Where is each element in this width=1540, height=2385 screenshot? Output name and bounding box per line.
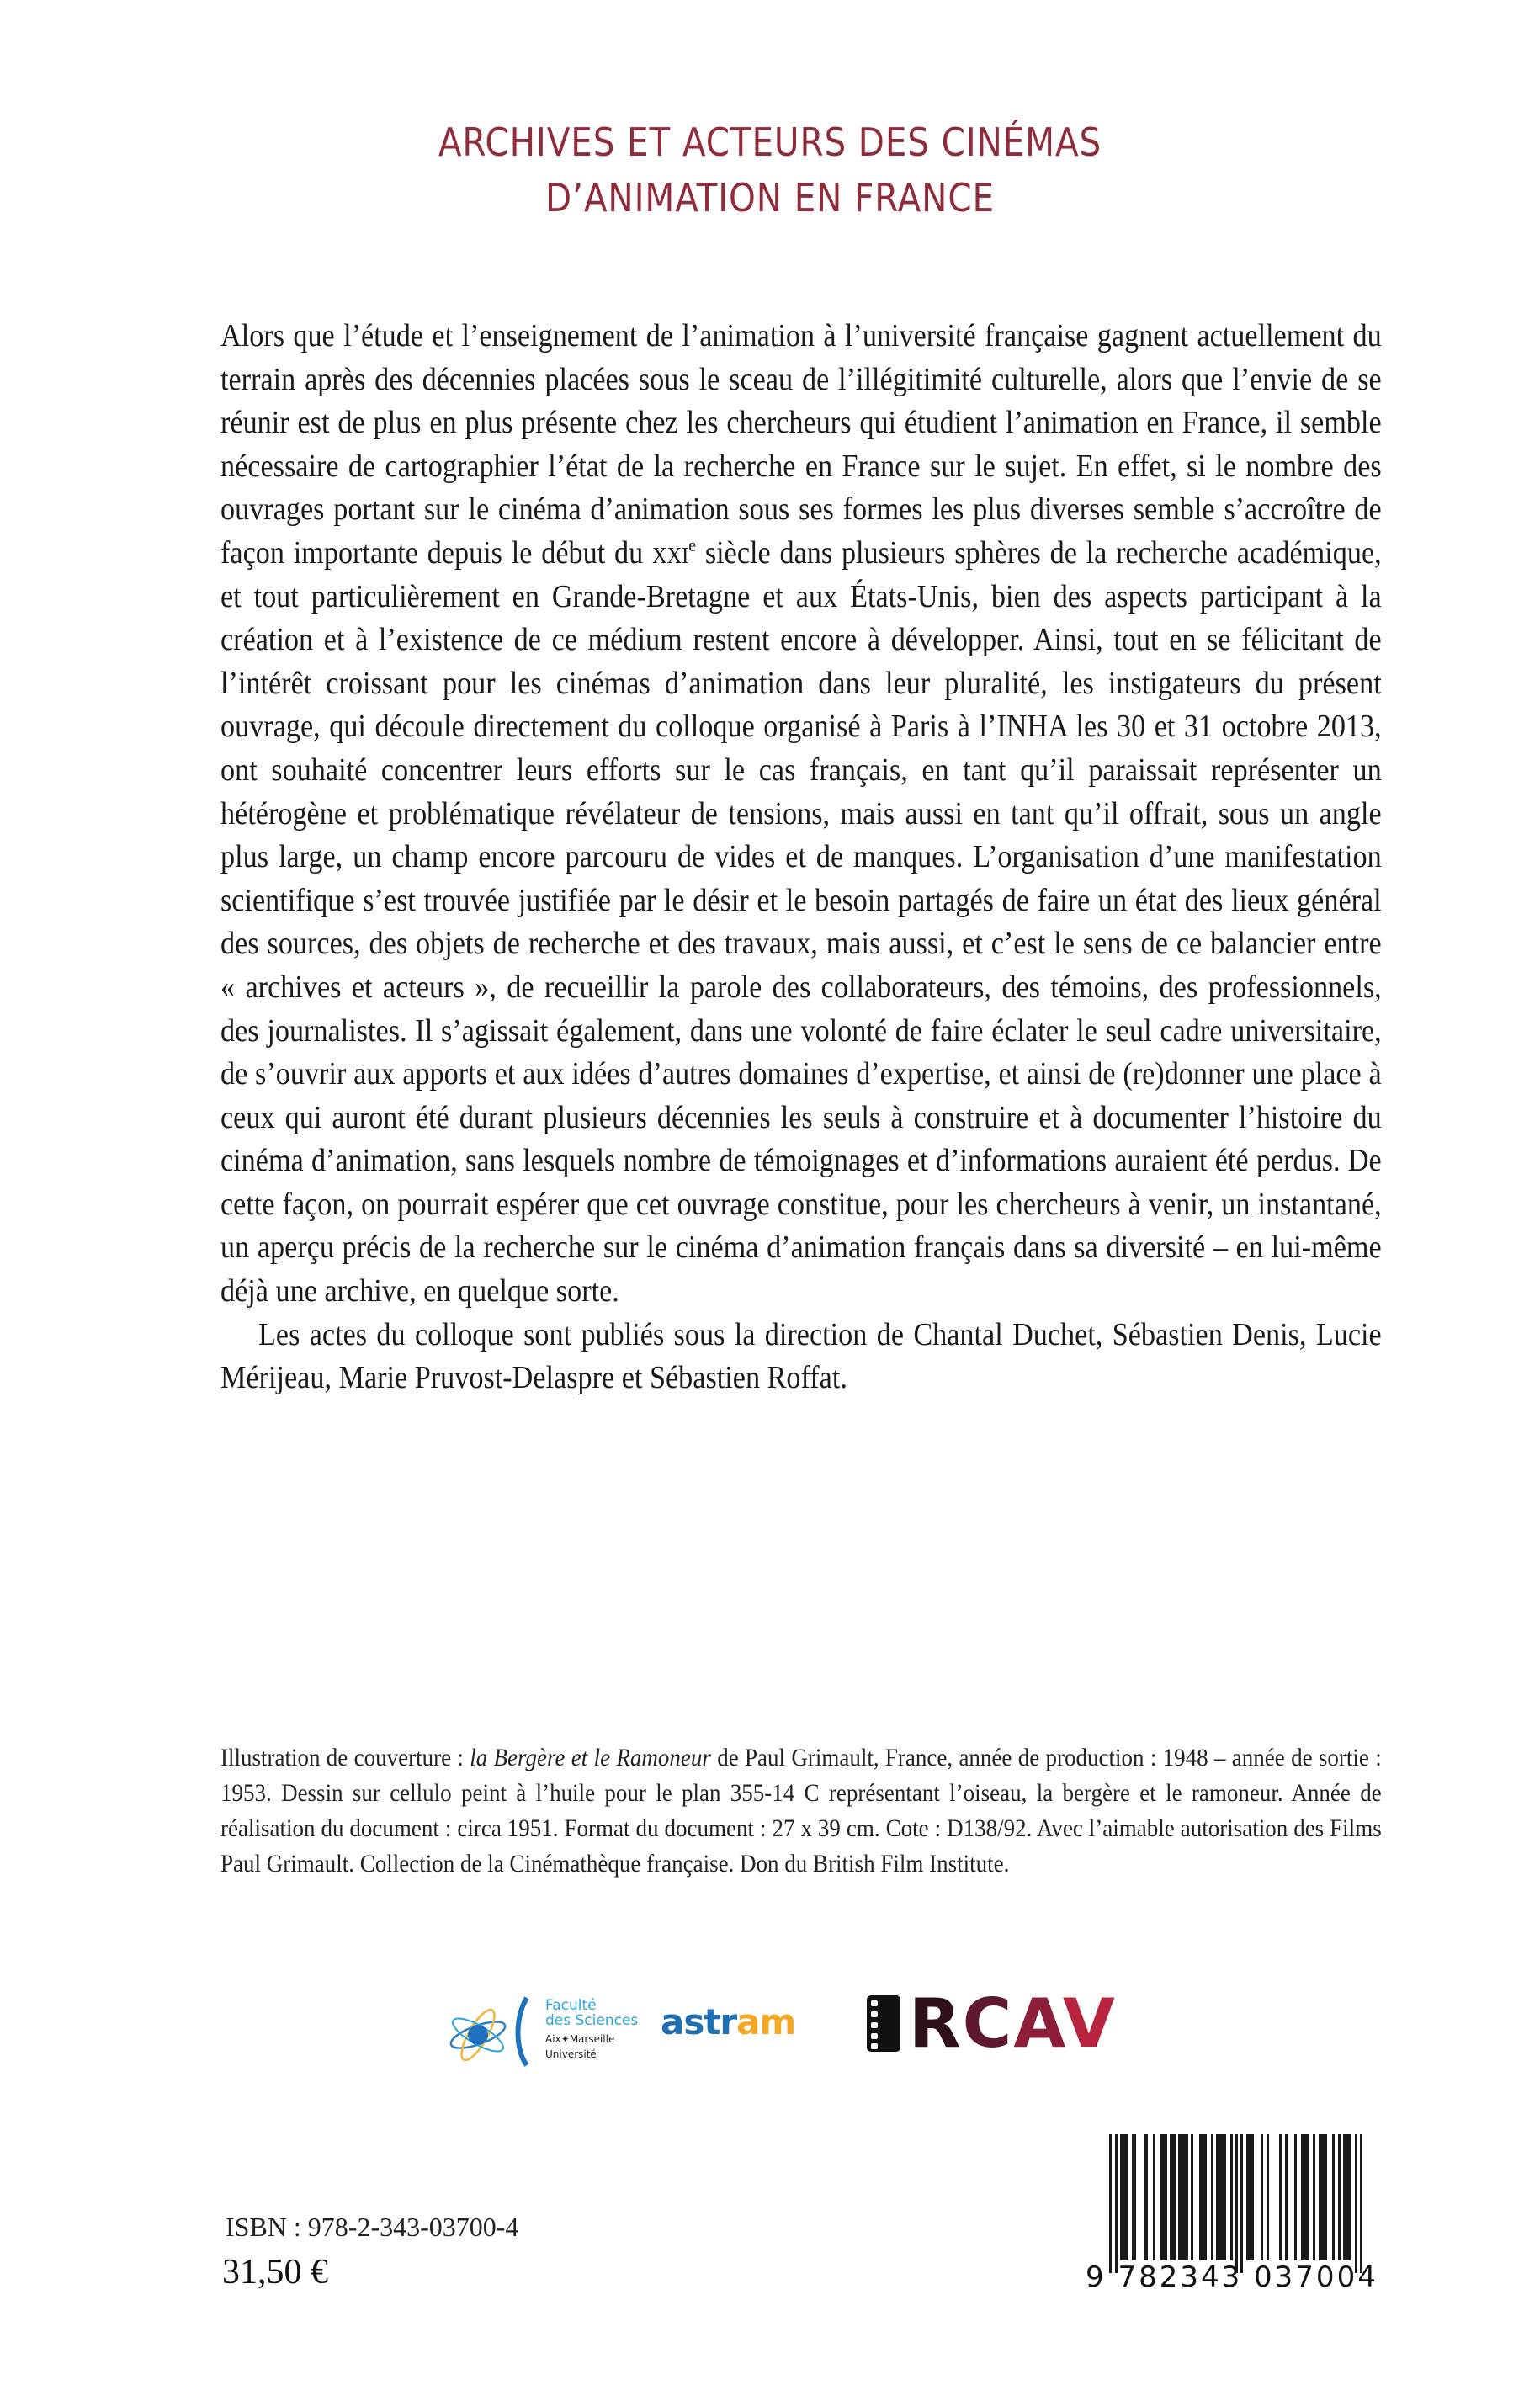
faculte-text xyxy=(545,1998,652,2062)
film-strip-icon xyxy=(867,1995,900,2052)
summary-paragraph-2: Les actes du colloque sont publiés sous la direction de Chantal Duchet, Sébastien Denis, Lucie Mérijeau, Marie Pruvost-Delaspre et Sébastien Roffat. xyxy=(220,1316,1382,1396)
isbn: ISBN : 978-2-343-03700-4 xyxy=(226,2212,519,2242)
logo-faculte-des-sciences xyxy=(446,1991,652,2067)
century-superscript: e xyxy=(688,534,697,555)
rcav-letter-v: V xyxy=(1062,1984,1117,2063)
summary-text xyxy=(220,315,1382,1400)
credit-film-title: la Bergère et le Ramoneur xyxy=(470,1744,711,1771)
partner-logos xyxy=(0,1986,1540,2079)
century-numeral: xxi xyxy=(652,534,689,571)
barcode xyxy=(1086,2134,1389,2294)
cover-illustration-credit xyxy=(220,1740,1382,1882)
atom-icon xyxy=(446,1991,539,2067)
credit-prefix: Illustration de couverture : xyxy=(220,1744,470,1771)
faculte-line-2: des Sciences xyxy=(545,2012,639,2029)
summary-text-part-2: siècle dans plusieurs sphères de la recherche académique, et tout particulièrement en Grande-Bretagne et aux États-Unis, bien des aspects participant à la création et à l’existence de ce médium restent encore à développer. Ainsi, tout en se félicitant de l’intérêt croissant pour les cinémas d’animation dans leur pluralité, les instigateurs du présent ouvrage, qui découle directement du colloque organisé à Paris à l’INHA les 30 et 31 octobre 2013, ont souhaité concentrer leurs efforts sur le cas français, en tant qu’il paraissait représenter un hétérogène et problématique révélateur de tensions, mais aussi en tant qu’il offrait, sous un angle plus large, un champ encore parcouru de vides et de manques. L’organisation d’une manifestation scientifique s’est trouvée justifiée par le désir et le besoin partagés de faire un état des lieux général des sources, des objets de recherche et des travaux, mais aussi, et c’est le sens de ce balancier entre « archives et acteurs », de recueillir la parole des collaborateurs, des témoins, des professionnels, des journalistes. Il s’agissait également, dans une volonté de faire éclater le seul cadre universitaire, de s’ouvrir aux apports et aux idées d’autres domaines d’expertise, et ainsi de (re)donner une place à ceux qui auront été durant plusieurs décennies les seuls à construire et à documenter l’histoire du cinéma d’animation, sans lesquels nombre de témoignages et d’informations auraient été perdus. De cette façon, on pourrait espérer que cet ouvrage constitue, pour les chercheurs à venir, un instantané, un aperçu précis de la recherche sur le cinéma d’animation français dans sa diversité – en lui-même déjà une archive, en quelque sorte. xyxy=(220,534,1382,1309)
rcav-letter-a: A xyxy=(1013,1984,1063,2063)
astram-part-1: astr xyxy=(661,2001,737,2042)
title-line-2: D’ANIMATION EN FRANCE xyxy=(545,175,995,220)
rcav-letter-c: C xyxy=(962,1984,1014,2063)
rcav-letter-r: R xyxy=(909,1984,963,2063)
price: 31,50 € xyxy=(222,2253,328,2292)
title-line-1: ARCHIVES ET ACTEURS DES CINÉMAS xyxy=(438,120,1102,165)
credit-text: de Paul Grimault, France, année de production : 1948 – année de sortie : 1953. Dessin sur cellulo peint à l’huile pour le plan 355-14 C représentant l’oiseau, la bergère et le ramoneur. Année de réalisation du document : circa 1951. Format du document : 27 x 39 cm. Cote : D138/92. Avec l’aimable autorisation des Films Paul Grimault. Collection de la Cinémathèque française. Don du British Film Institute. xyxy=(220,1744,1382,1878)
faculte-line-1: Faculté xyxy=(545,1997,597,2014)
summary-paragraph-1 xyxy=(220,315,1382,1314)
barcode-digits: 9 782343 037004 xyxy=(1086,2260,1378,2294)
faculte-line-3: Aix✦Marseille Université xyxy=(545,2033,615,2060)
astram-part-2: am xyxy=(736,2001,796,2042)
rcav-text xyxy=(909,1984,1117,2063)
barcode-bars-icon xyxy=(1086,2134,1389,2273)
book-title xyxy=(93,114,1447,226)
logo-astram xyxy=(661,2001,795,2042)
summary-text-part-1: Alors que l’étude et l’enseignement de l’animation à l’université française gagnent actuellement du terrain après des décennies placées sous le sceau de l’illégitimité culturelle, alors que l’envie de se réunir est de plus en plus présente chez les chercheurs qui étudient l’animation en France, il semble nécessaire de cartographier l’état de la recherche en France sur le sujet. En effet, si le nombre des ouvrages portant sur le cinéma d’animation sous ses formes les plus diverses semble s’accroître de façon importante depuis le début du xyxy=(220,318,1382,571)
